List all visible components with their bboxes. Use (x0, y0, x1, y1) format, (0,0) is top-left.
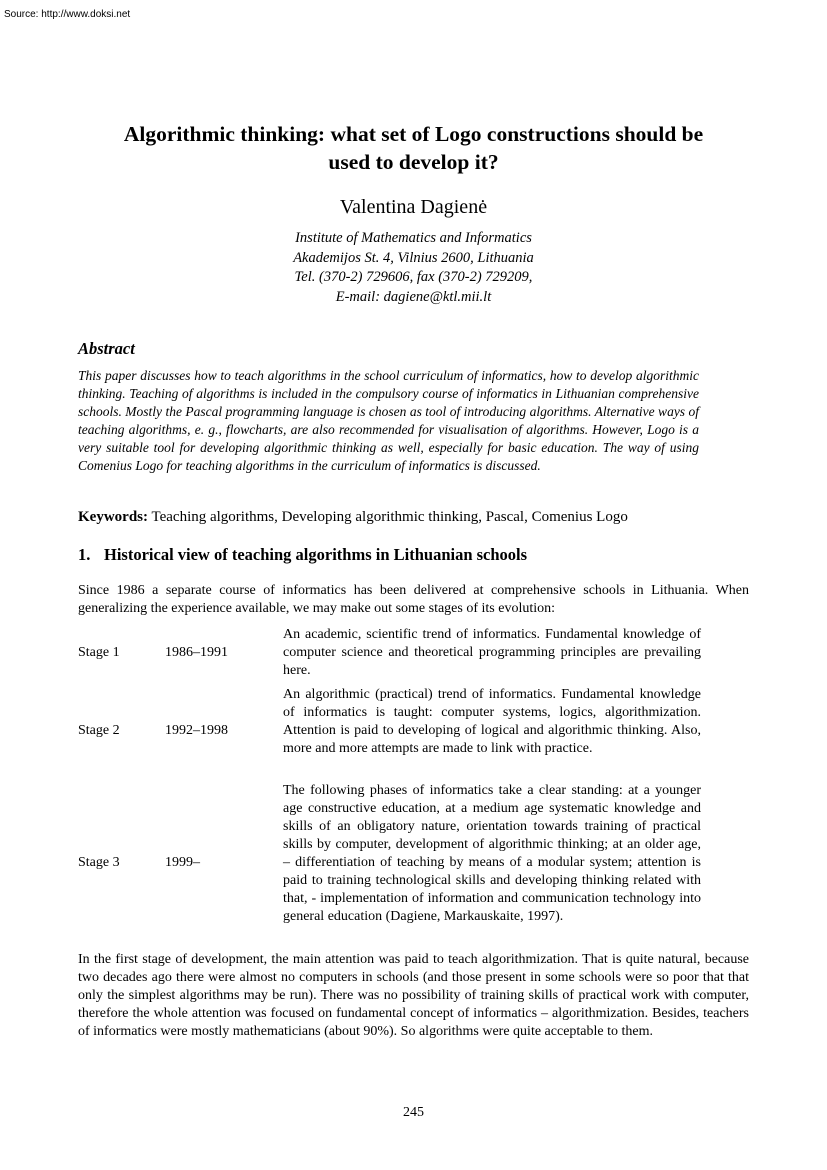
stage-label: Stage 1 (78, 645, 120, 660)
affiliation-line-2: Akademijos St. 4, Vilnius 2600, Lithuania (293, 249, 534, 266)
affiliation-email: E-mail: dagiene@ktl.mii.lt (335, 288, 492, 305)
section-paragraph-2: In the first stage of development, the main attention was paid to teach algorithmization. That is quite natural, because two decades ago there were almost no computers in schools (and those present in some schools were so poor that that only the simplest algorithms may be run). There was no possibility of training skills of practical work with computer, therefore the whole attention was focused on fundamental concept of informatics – algorithmization. Besides, teachers of informatics were mostly mathematicians (about 90%). So algorithms were quite acceptable to them. (78, 952, 749, 1039)
stage-description: An academic, scientific trend of informatics. Fundamental knowledge of computer science and theoretical programming principles are prevailing here. (283, 627, 701, 678)
section-number: 1. (78, 545, 91, 564)
section-title: Historical view of teaching algorithms in Lithuanian schools (104, 545, 528, 564)
abstract-text: This paper discusses how to teach algorithms in the school curriculum of informatics, how to develop algorithmic thinking. Teaching of algorithms is included in the compulsory course of informatics in Lithuanian comprehensive schools. Mostly the Pascal programming language is chosen as tool of introducing algorithms. Alternative ways of teaching algorithms, e. g., flowcharts, are also recommended for visualisation of algorithms. However, Logo is a very suitable tool for developing algorithmic thinking as well, especially for basic education. The way of using Comenius Logo for teaching algorithms in the curriculum of informatics is discussed. (78, 368, 699, 473)
title-line-2: used to develop it? (328, 150, 499, 174)
paper-title (78, 120, 749, 176)
stage-description: An algorithmic (practical) trend of informatics. Fundamental knowledge of informatics is taught: computer systems, logics, algorithmization. Attention is paid to developing of logical and algorithmic thinking. Also, more and more attempts are made to link with practice. (283, 687, 701, 756)
affiliation-line-3: Tel. (370-2) 729606, fax (370-2) 729209, (294, 269, 533, 285)
stage-years: 1999– (165, 855, 200, 870)
stage-label: Stage 2 (78, 723, 120, 738)
stage-label: Stage 3 (78, 855, 120, 870)
title-line-1: Algorithmic thinking: what set of Logo constructions should be (123, 122, 704, 146)
page-number: 245 (403, 1105, 424, 1120)
source-url: Source: http://www.doksi.net (4, 9, 131, 20)
affiliation-line-1: Institute of Mathematics and Informatics (295, 230, 532, 246)
keywords-label: Keywords: (78, 509, 148, 525)
affiliation (78, 229, 749, 307)
stage-years: 1986–1991 (165, 645, 228, 660)
abstract-heading: Abstract (78, 339, 135, 358)
stage-years: 1992–1998 (165, 723, 228, 738)
keywords-text: Teaching algorithms, Developing algorithmic thinking, Pascal, Comenius Logo (148, 509, 628, 525)
author-name: Valentina Dagienė (339, 196, 488, 218)
section-intro-paragraph: Since 1986 a separate course of informatics has been delivered at comprehensive schools in Lithuania. When generalizing the experience available, we may make out some stages of its evolution: (78, 583, 749, 616)
stage-description: The following phases of informatics take a clear standing: at a younger age constructive education, at a medium age systematic knowledge and skills of an obligatory nature, orientation towards training of practical skills by computer, development of algorithmic thinking; at an older age, – differentiation of teaching by means of a modular system; attention is paid to training technological skills and developing thinking related with that, - implementation of information and communication technology into general education (Dagiene, Markauskaite, 1997). (283, 783, 701, 924)
keywords (78, 507, 749, 527)
section-heading (78, 544, 527, 566)
